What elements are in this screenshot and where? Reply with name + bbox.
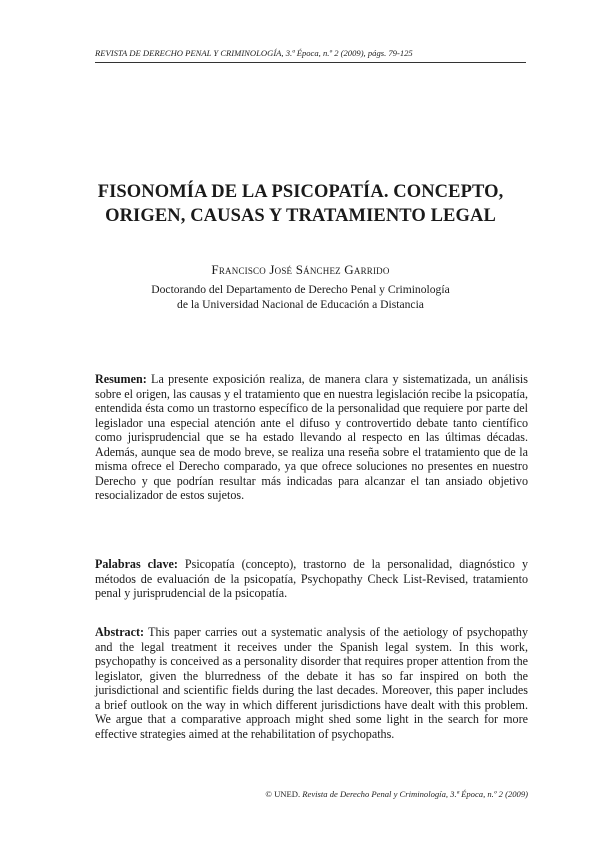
affiliation-line-1: Doctorando del Departamento de Derecho Penal y Criminología — [151, 283, 450, 296]
running-head: REVISTA DE DERECHO PENAL Y CRIMINOLOGÍA, 3.ª Época, n.º 2 (2009), págs. 79-125 — [95, 48, 413, 58]
page-footer — [95, 789, 528, 799]
author-name: Francisco José Sánchez Garrido — [211, 262, 390, 277]
footer-journal: Revista de Derecho Penal y Criminología, 3.ª Época, n.º 2 (2009) — [300, 789, 528, 799]
author-affiliation — [60, 283, 541, 312]
keywords-paragraph — [95, 557, 528, 601]
abstract-text: This paper carries out a systematic analysis of the aetiology of psychopathy and the legal treatment it receives under the Spanish legal system. In this work, psychopathy is conceived as a personality disorder that requires proper attention from the legislator, given the blurredness of the debate it has so far inspired on both the jurisdictional and scientific fields during the last decades. Moreover, this paper includes a brief outlook on the way in which different jurisdictions have dealt with this problem. We argue that a comparative approach might shed some light in the search for more effective strategies aimed at the rehabilitation of psychopaths. — [95, 625, 528, 741]
resumen-text: La presente exposición realiza, de manera clara y sistematizada, un análisis sobre el origen, las causas y el tratamiento que en nuestra legislación recibe la psicopatía, entendida ésta como un trastorno específico de la personalidad que requiere por parte del legislador una especial atención ante el difuso y controvertido debate tanto científico como jurisprudencial que se ha estado llevando al respecto en las últimas décadas. Además, aunque sea de modo breve, se realiza una reseña sobre el tratamiento que de la misma ofrece el Derecho comparado, ya que ofrece soluciones no presentes en nuestro Derecho y que podrían resultar más indicadas para alcanzar el tan ansiado objetivo resocializador de estos sujetos. — [95, 372, 528, 503]
abstract-label: Abstract: — [95, 625, 145, 640]
resumen-label: Resumen: — [95, 372, 147, 387]
title-line-2: ORIGEN, CAUSAS Y TRATAMIENTO LEGAL — [105, 206, 496, 226]
affiliation-line-2: de la Universidad Nacional de Educación a Distancia — [177, 297, 424, 311]
keywords-label: Palabras clave: — [95, 557, 178, 572]
abstract-paragraph — [95, 625, 528, 741]
resumen-paragraph — [95, 372, 528, 503]
header-rule — [95, 62, 526, 63]
article-title — [60, 180, 541, 228]
title-line-1: FISONOMÍA DE LA PSICOPATÍA. CONCEPTO, — [97, 182, 504, 202]
footer-copyright: © UNED. — [265, 789, 301, 799]
keywords-text: Psicopatía (concepto), trastorno de la personalidad, diagnóstico y métodos de evaluación de la psicopatía, Psychopathy Check List-Revised, tratamiento penal y jurisprudencial de la psicopatía. — [95, 557, 528, 601]
